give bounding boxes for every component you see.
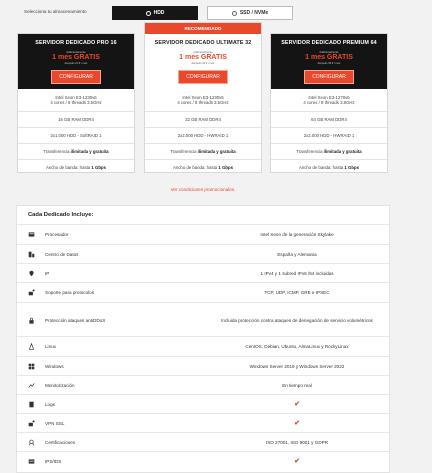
feature-name: IPS/IDS [45,459,62,464]
spec-disk-value: 2x2.000 HDD - HWRAID 1 [303,133,355,138]
spec-cpu [18,89,134,111]
spec-transfer-label: Transferencia [170,149,197,154]
spec-cpu [271,89,387,111]
feature-name: Windows [45,364,64,369]
spec-bandwidth [18,159,134,175]
windows-icon [27,363,35,371]
feature-row [17,375,389,395]
feature-row [17,224,389,244]
feature-row [17,356,389,376]
feature-value: 1 IPv4 y 1 subred IPv6 /64 incluidas [260,271,334,276]
feature-row [17,302,389,337]
spec-bandwidth [271,159,387,175]
feature-name: Procesador [45,232,69,237]
spec-cpu-model: Intel Xeon E3-1230v6 [182,95,224,100]
spec-transfer-label: Transferencia [296,149,323,154]
logs-icon [27,401,35,409]
spec-disk [18,127,134,143]
promo-price: después 39 € / mes [317,62,341,65]
feature-row [17,413,389,433]
protocol-icon [27,289,35,297]
storage-option-ssd[interactable] [207,6,293,20]
feature-name: Protección ataques antiDDoS [45,317,106,323]
feature-row [17,451,389,471]
spec-bandwidth-label: Ancho de banda: hasta [173,165,218,170]
radio-selected-icon [146,11,151,16]
spec-transfer [18,143,134,159]
spec-cores: 4 cores / 8 threads 3.5GHz [50,100,102,105]
promo-price: después 21 € / mes [64,62,88,65]
spec-transfer [271,143,387,159]
spec-ram-value: 64 GB RAM DDR4 [311,117,347,122]
feature-row [17,394,389,414]
spec-transfer-value: ilimitada y gratuita [323,149,362,154]
plan-header [18,34,134,89]
spec-cpu-model: Intel Xeon E3-1270v6 [308,95,350,100]
spec-bandwidth-label: Ancho de banda: hasta [299,165,344,170]
certificate-icon [27,439,35,447]
spec-cores: 4 cores / 8 threads 3.8GHz [303,100,355,105]
storage-option-hdd-label: HDD [153,10,165,16]
spec-cores: 4 cores / 8 threads 3.5GHz [177,100,229,105]
recommended-badge: RECOMENDADO [145,23,261,34]
vpn-icon [27,420,35,428]
storage-selector [0,4,432,20]
monitoring-icon [27,382,35,390]
promo-headline: 1 mes GRATIS [305,54,353,61]
spec-disk [271,127,387,143]
feature-value: Windows Server 2019 y Windows Server 2022 [249,364,345,369]
feature-value: ISO 27001, ISO 9001 y GDPR [265,440,329,445]
feature-row [17,282,389,302]
features-title: Cada Dedicado Incluye: [28,212,94,218]
checkmark-icon: ✔ [294,458,300,465]
spec-disk-value: 2x1.000 HDD - SoftRAID 1 [50,133,102,138]
ips-ids-icon [27,458,35,466]
feature-value: TCP, UDP, ICMP, GRE e IPSEC [264,290,330,295]
configure-button[interactable]: CONFIGURAR [304,70,354,84]
feature-name: Centro de Datos [45,252,79,257]
storage-label: Selecciona tu almacenamiento [24,9,87,14]
spec-bandwidth-value: 1 Gbps [91,165,106,170]
spec-bandwidth-value: 1 Gbps [344,165,359,170]
promo-note: Addicionalmente [319,51,339,54]
promo-note: Addicionalmente [193,51,213,54]
promo-note: Addicionalmente [66,51,86,54]
spec-transfer-label: Transferencia [43,149,70,154]
storage-option-hdd[interactable] [112,6,198,20]
feature-value: Intel Xeon de la generación Skylake [260,232,334,237]
lock-icon [27,316,35,324]
plan-card-pro-16 [17,33,135,173]
spec-disk-value: 2x2.000 HDD - HWRAID 1 [177,133,229,138]
configure-button[interactable]: CONFIGURAR [178,70,228,84]
spec-cpu-model: Intel Xeon E3-1230v6 [55,95,97,100]
feature-name: VPN SSL [45,421,65,426]
spec-transfer [145,143,261,159]
radio-unselected-icon [232,11,237,16]
datacenter-icon [27,251,35,259]
feature-row [17,432,389,452]
feature-row [17,336,389,356]
plan-header [271,34,387,89]
spec-bandwidth [145,159,261,175]
spec-bandwidth-label: Ancho de banda: hasta [46,165,91,170]
plan-header [145,34,261,89]
spec-ram [145,111,261,127]
feature-row [17,263,389,283]
spec-transfer-value: ilimitada y gratuita [197,149,236,154]
plan-title: SERVIDOR DEDICADO ULTIMATE 32 [154,40,252,46]
feature-row [17,244,389,264]
plan-title: SERVIDOR DEDICADO PREMIUM 64 [281,40,377,46]
feature-name: Soporte para protocolos [45,290,95,295]
feature-value: España y Alemania [277,252,317,257]
checkmark-icon: ✔ [294,401,300,408]
spec-transfer-value: ilimitada y gratuita [70,149,109,154]
feature-value: En tiempo real [282,383,312,388]
configure-button[interactable]: CONFIGURAR [51,70,101,84]
spec-ram [18,111,134,127]
feature-name: Linux [45,344,56,349]
spec-ram [271,111,387,127]
storage-option-ssd-label: SSD / NVMe [239,10,269,16]
plan-card-premium-64 [270,33,388,173]
spec-disk [145,127,261,143]
processor-icon [27,231,35,239]
location-pin-icon [27,270,35,278]
feature-name: Certificaciones [45,440,76,445]
plan-title: SERVIDOR DEDICADO PRO 16 [35,40,117,46]
spec-bandwidth-value: 1 Gbps [218,165,233,170]
promo-conditions-link[interactable]: Ver condiciones promocionales. [170,187,236,192]
promo-price: después 29 € / mes [191,62,215,65]
feature-value: Incluida protección contra ataques de denegación de servicio volumétricos [221,317,373,323]
feature-name: IP [45,271,50,276]
promo-headline: 1 mes GRATIS [52,54,100,61]
spec-ram-value: 16 GB RAM DDR4 [58,117,94,122]
linux-icon [27,343,35,351]
features-panel [16,205,390,473]
spec-cpu [145,89,261,111]
feature-name: Logs [45,402,55,407]
feature-value: CentOS, Debian, Ubuntu, AlmaLinux y RockyLinux [245,344,349,349]
checkmark-icon: ✔ [294,420,300,427]
promo-headline: 1 mes GRATIS [179,54,227,61]
plan-card-ultimate-32 [144,22,262,173]
spec-ram-value: 32 GB RAM DDR4 [185,117,221,122]
feature-name: Monitorización [45,383,75,388]
